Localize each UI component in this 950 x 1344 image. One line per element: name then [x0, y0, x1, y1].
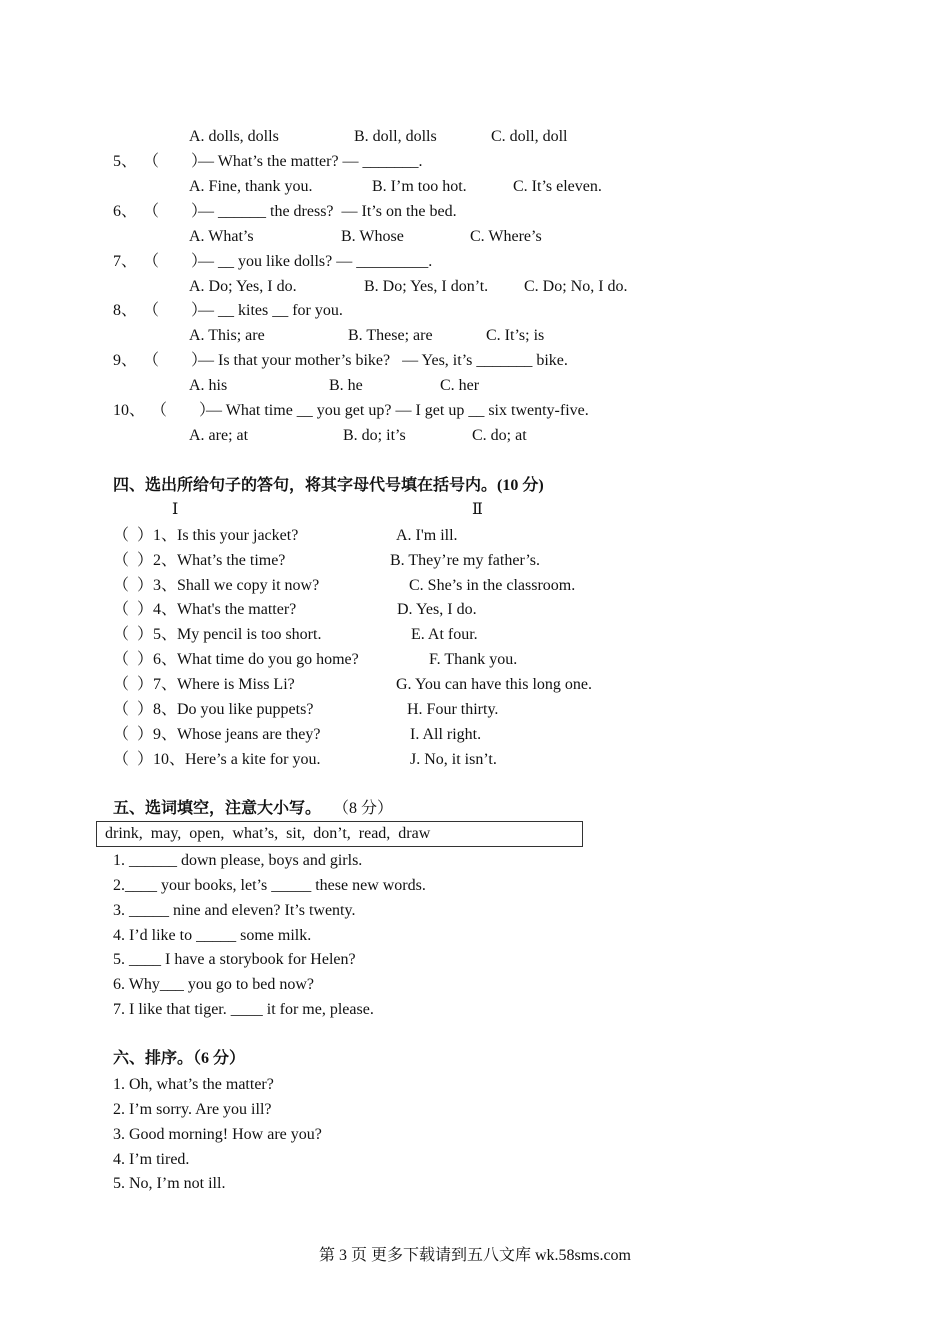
matching-answer: F. Thank you.: [429, 651, 518, 668]
answer-blank[interactable]: （ ）: [143, 352, 208, 369]
option-a: A. Do; Yes, I do.: [189, 278, 297, 295]
option-a: A. What’s: [189, 228, 254, 245]
answer-blank[interactable]: （ ）: [143, 302, 208, 319]
fill-in-item: 5. ____ I have a storybook for Helen?: [113, 951, 356, 968]
option-b: B. doll, dolls: [354, 128, 437, 145]
column-ii-label: Ⅱ: [472, 501, 483, 518]
matching-answer: D. Yes, I do.: [397, 601, 477, 618]
matching-answer: J. No, it isn’t.: [410, 751, 497, 768]
question-text: — What’s the matter? — _______.: [198, 153, 423, 170]
fill-in-item: 2.____ your books, let’s _____ these new words.: [113, 877, 426, 894]
word-bank-box: [96, 821, 583, 847]
column-i-label: Ⅰ: [172, 501, 179, 518]
option-c: C. Do; No, I do.: [524, 278, 628, 295]
section-6-heading: 六、排序。（6 分）: [113, 1050, 246, 1067]
option-c: C. do; at: [472, 427, 527, 444]
option-b: B. he: [329, 377, 363, 394]
option-a: A. dolls, dolls: [189, 128, 279, 145]
option-c: C. It’s; is: [486, 327, 545, 344]
question-text: — ______ the dress? — It’s on the bed.: [198, 203, 457, 220]
ordering-item: 5. No, I’m not ill.: [113, 1175, 226, 1192]
ordering-item: 3. Good morning! How are you?: [113, 1126, 322, 1143]
matching-question: （ ）2、What’s the time?: [113, 552, 286, 569]
matching-answer: G. You can have this long one.: [396, 676, 592, 693]
option-b: B. do; it’s: [343, 427, 406, 444]
fill-in-item: 7. I like that tiger. ____ it for me, please.: [113, 1001, 374, 1018]
question-text: — __ kites __ for you.: [198, 302, 343, 319]
matching-answer: H. Four thirty.: [407, 701, 499, 718]
matching-question: （ ）6、What time do you go home?: [113, 651, 359, 668]
matching-question: （ ）3、Shall we copy it now?: [113, 577, 320, 594]
option-a: A. Fine, thank you.: [189, 178, 313, 195]
option-c: C. Where’s: [470, 228, 542, 245]
question-number: 7、: [113, 253, 138, 270]
matching-question: （ ）4、What's the matter?: [113, 601, 297, 618]
option-c: C. doll, doll: [491, 128, 568, 145]
option-b: B. These; are: [348, 327, 433, 344]
question-number: 5、: [113, 153, 138, 170]
word-bank: drink, may, open, what’s, sit, don’t, read, draw: [105, 825, 431, 842]
matching-question: （ ）1、Is this your jacket?: [113, 527, 299, 544]
option-a: A. This; are: [189, 327, 265, 344]
question-text: — Is that your mother’s bike? — Yes, it’s _______ bike.: [198, 352, 568, 369]
matching-answer: C. She’s in the classroom.: [409, 577, 576, 594]
answer-blank[interactable]: （ ）: [143, 153, 208, 170]
fill-in-item: 3. _____ nine and eleven? It’s twenty.: [113, 902, 356, 919]
option-b: B. Do; Yes, I don’t.: [364, 278, 489, 295]
page-footer: 第 3 页 更多下载请到五八文库 wk.58sms.com: [318, 1247, 631, 1264]
ordering-item: 4. I’m tired.: [113, 1151, 190, 1168]
answer-blank[interactable]: （ ）: [143, 253, 208, 270]
option-b: B. I’m too hot.: [372, 178, 467, 195]
matching-question: （ ）10、Here’s a kite for you.: [113, 751, 321, 768]
matching-answer: B. They’re my father’s.: [390, 552, 541, 569]
question-number: 10、: [113, 402, 146, 419]
matching-answer: I. All right.: [410, 726, 482, 743]
question-number: 9、: [113, 352, 138, 369]
section-5-score: （8 分）: [333, 800, 394, 817]
question-text: — What time __ you get up? — I get up __ six twenty-five.: [206, 402, 589, 419]
answer-blank[interactable]: （ ）: [151, 402, 216, 419]
matching-question: （ ）8、Do you like puppets?: [113, 701, 314, 718]
question-text: — __ you like dolls? — _________.: [198, 253, 433, 270]
option-a: A. are; at: [189, 427, 249, 444]
option-b: B. Whose: [341, 228, 404, 245]
fill-in-item: 1. ______ down please, boys and girls.: [113, 852, 363, 869]
section-4-heading: 四、选出所给句子的答句，将其字母代号填在括号内。(10 分): [113, 477, 544, 494]
matching-answer: E. At four.: [411, 626, 478, 643]
matching-question: （ ）5、My pencil is too short.: [113, 626, 322, 643]
matching-answer: A. I'm ill.: [396, 527, 458, 544]
fill-in-item: 6. Why___ you go to bed now?: [113, 976, 315, 993]
ordering-item: 1. Oh, what’s the matter?: [113, 1076, 274, 1093]
ordering-item: 2. I’m sorry. Are you ill?: [113, 1101, 272, 1118]
question-number: 8、: [113, 302, 138, 319]
matching-question: （ ）7、Where is Miss Li?: [113, 676, 295, 693]
option-c: C. It’s eleven.: [513, 178, 602, 195]
question-number: 6、: [113, 203, 138, 220]
fill-in-item: 4. I’d like to _____ some milk.: [113, 927, 312, 944]
section-5-heading: 五、选词填空，注意大小写。: [113, 800, 322, 817]
answer-blank[interactable]: （ ）: [143, 203, 208, 220]
matching-question: （ ）9、Whose jeans are they?: [113, 726, 321, 743]
option-c: C. her: [440, 377, 480, 394]
option-a: A. his: [189, 377, 228, 394]
